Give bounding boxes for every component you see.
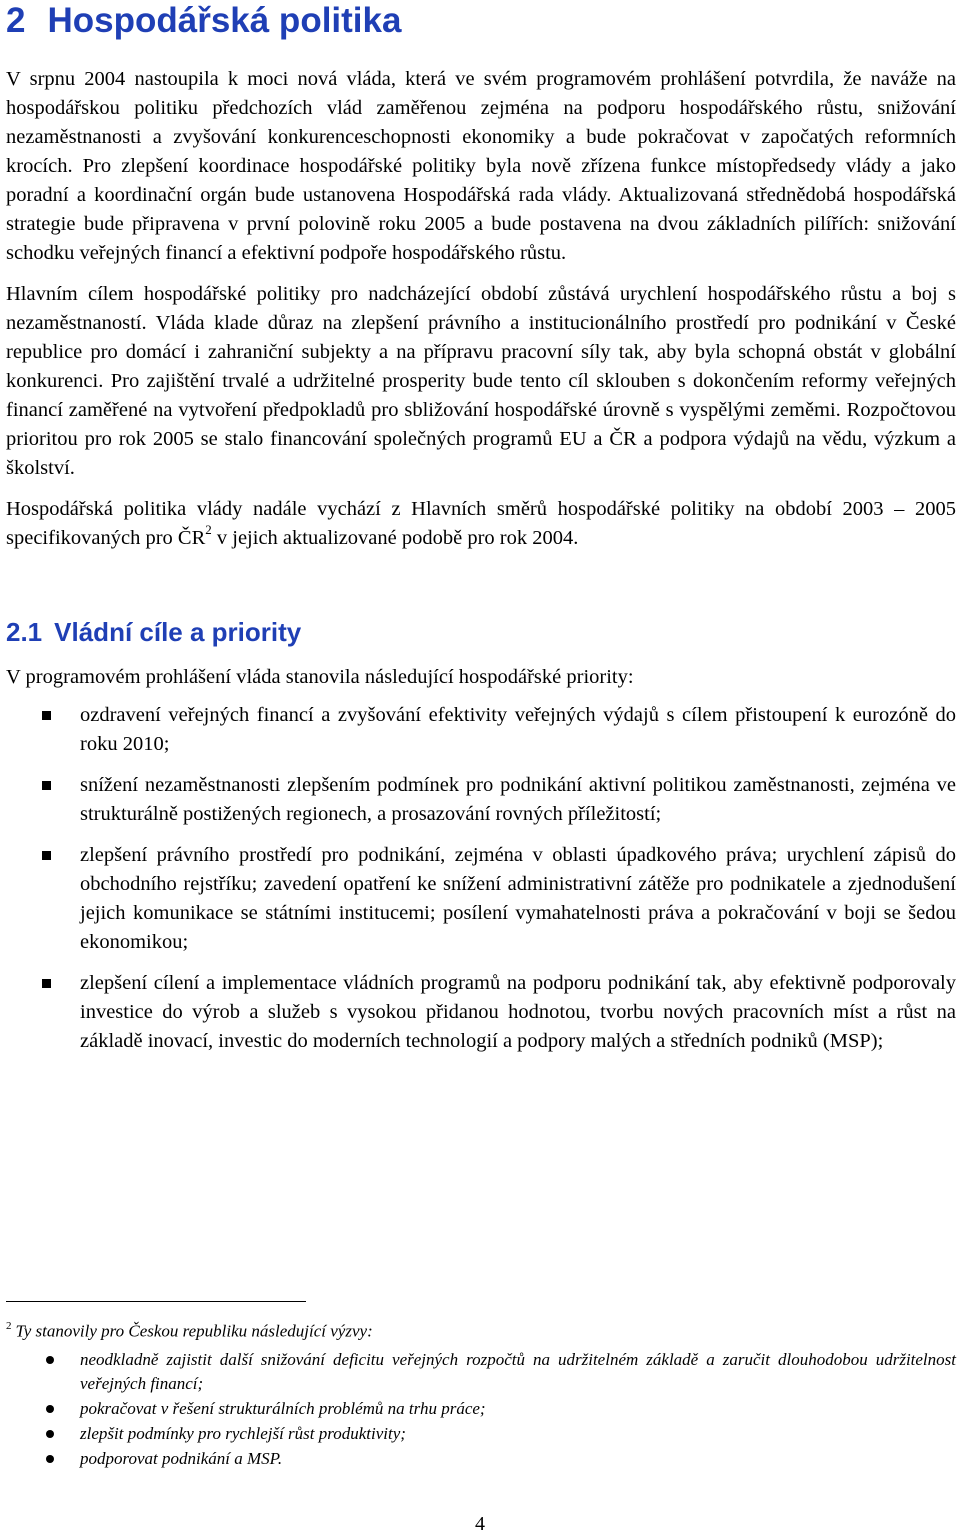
square-bullet-icon [42,781,51,790]
list-item-text: snížení nezaměstnanosti zlepšením podmínek pro podnikání aktivní politikou zaměstnanosti, zejména ve strukturálně postižených regionech, a prosazování rovných příležitostí; [80,774,956,825]
square-bullet-icon [42,711,51,720]
footnote-item [6,1348,956,1396]
footnote-item [6,1397,956,1421]
chapter-title: Hospodářská politika [47,1,402,40]
footnote-heading-text: Ty stanovily pro Českou republiku následující výzvy: [15,1321,373,1341]
round-bullet-icon [46,1405,54,1413]
footnote-item-text: pokračovat v řešení strukturálních problémů na trhu práce; [80,1398,486,1418]
chapter-heading [6,0,956,46]
document-page [6,0,956,1068]
footnote-item [6,1447,956,1471]
footnote-item-text: zlepšit podmínky pro rychlejší růst produktivity; [80,1423,406,1443]
list-item [6,841,956,957]
list-item [6,701,956,759]
list-item-text: zlepšení cílení a implementace vládních programů na podporu podnikání tak, aby efektivně podporovaly investice do výrob a služeb s vysokou přidanou hodnotou, tvorbu nových pracovních míst a růst na základě inovací, investic do moderních technologií a podpory malých a středních podniků (MSP); [80,972,956,1052]
chapter-number: 2 [6,1,26,40]
footnote-heading [6,1315,956,1344]
square-bullet-icon [42,979,51,988]
footnote-item-text: podporovat podnikání a MSP. [80,1448,283,1468]
round-bullet-icon [46,1356,54,1364]
round-bullet-icon [46,1430,54,1438]
paragraph: Hlavním cílem hospodářské politiky pro nadcházející období zůstává urychlení hospodářského růstu a boj s nezaměstnaností. Vláda klade důraz na zlepšení právního a institucionálního prostředí pro podnikání v České republice pro domácí i zahraniční subjekty a na přípravu pracovní síly tak, aby byla schopná obstát v globální konkurenci. Pro zajištění trvalé a udržitelné prosperity bude tento cíl sklouben s dokončením reformy veřejných financí zaměřené na vytvoření předpokladů pro sbližování hospodářské úrovně s vyspělými zeměmi. Rozpočtovou prioritou pro rok 2005 se stalo financování společných programů EU a ČR a podpora výdajů na vědu, výzkum a školství. [6,283,956,479]
footnote [6,1315,956,1472]
footnote-separator [6,1301,306,1302]
paragraph-text: Hospodářská politika vlády nadále vychází z Hlavních směrů hospodářské politiky na období 2003 – 2005 specifikovaných pro ČR [6,498,956,549]
footnote-reference[interactable]: 2 [205,522,212,538]
section-heading [6,617,956,647]
section-intro: V programovém prohlášení vláda stanovila následující hospodářské priority: [6,666,634,688]
section-title: Vládní cíle a priority [54,617,302,647]
footnote-item-text: neodkladně zajistit další snižování deficitu veřejných rozpočtů na udržitelném základě a zaručit dlouhodobou udržitelnost veřejných financí; [80,1349,956,1393]
footnote-marker: 2 [6,1320,12,1332]
paragraph-with-footnote-ref [6,495,956,553]
footnote-list [6,1348,956,1471]
priorities-list [6,701,956,1056]
page-number: 4 [475,1513,485,1535]
paragraph-text: v jejich aktualizované podobě pro rok 2004. [211,527,579,549]
square-bullet-icon [42,851,51,860]
section-number: 2.1 [6,617,43,647]
list-item [6,969,956,1056]
list-item [6,771,956,829]
paragraph: V srpnu 2004 nastoupila k moci nová vláda, která ve svém programovém prohlášení potvrdila, že naváže na hospodářskou politiku předchozích vlád zaměřenou zejména na podporu hospodářského růstu, snižování nezaměstnanosti a zvyšování konkurenceschopnosti ekonomiky a bude pokračovat v započatých reformních krocích. Pro zlepšení koordinace hospodářské politiky byla nově zřízena funkce místopředsedy vlády a jako poradní a koordinační orgán bude ustanovena Hospodářská rada vlády. Aktualizovaná střednědobá hospodářská strategie bude připravena v první polovině roku 2005 a bude postavena na dvou základních pilířích: snižování schodku veřejných financí a efektivní podpoře hospodářského růstu. [6,68,956,264]
list-item-text: zlepšení právního prostředí pro podnikání, zejména v oblasti úpadkového práva; urychlení zápisů do obchodního rejstříku; zavedení opatření ke snížení administrativní zátěže pro podnikatele a zjednodušení jejich komunikace se státními institucemi; posílení vymahatelnosti práva a pokračování v boji se šedou ekonomikou; [80,844,956,953]
round-bullet-icon [46,1455,54,1463]
footnote-item [6,1422,956,1446]
list-item-text: ozdravení veřejných financí a zvyšování efektivity veřejných výdajů s cílem přistoupení k eurozóně do roku 2010; [80,704,956,755]
